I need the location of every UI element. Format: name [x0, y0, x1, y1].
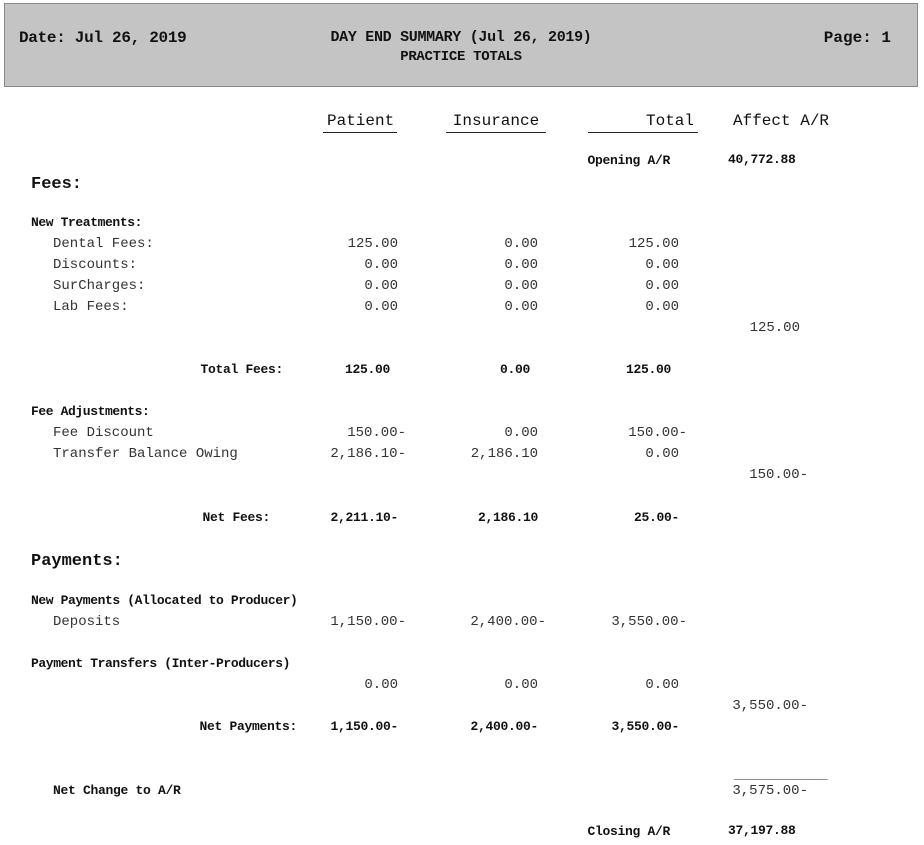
total-fees-label: Total Fees: — [200, 362, 283, 377]
opening-ar-label: Opening A/R — [587, 153, 670, 168]
row-insurance: 2,186.10 — [470, 446, 538, 462]
row-insurance: 0.00 — [504, 236, 538, 252]
fees-heading: Fees: — [31, 175, 83, 194]
new-treatments-affect-ar: 125.00 — [749, 320, 800, 336]
row-patient: 150.00- — [347, 425, 406, 441]
net-payments-insurance: 2,400.00- — [470, 719, 538, 734]
fee-adjustments-heading: Fee Adjustments: — [31, 404, 150, 419]
row-total: 0.00 — [645, 299, 679, 315]
row-insurance: 0.00 — [504, 425, 538, 441]
row-insurance: 0.00 — [504, 257, 538, 273]
row-label: Deposits — [53, 614, 121, 630]
payments-heading: Payments: — [31, 552, 123, 571]
closing-ar-label: Closing A/R — [587, 824, 670, 839]
net-fees-total: 25.00- — [633, 510, 679, 525]
row-label: SurCharges: — [53, 278, 146, 294]
transfers-total: 0.00 — [645, 677, 679, 693]
adjustments-affect-ar: 150.00- — [749, 467, 808, 483]
payments-affect-ar: 3,550.00- — [732, 698, 808, 714]
total-fees-total: 125.00 — [625, 362, 671, 377]
row-patient: 125.00 — [347, 236, 398, 252]
row-insurance: 0.00 — [504, 299, 538, 315]
row-label: Fee Discount — [53, 425, 154, 441]
page-number: Page: 1 — [823, 29, 891, 47]
row-label: Lab Fees: — [53, 299, 129, 315]
row-total: 0.00 — [645, 278, 679, 294]
report-title: DAY END SUMMARY (Jul 26, 2019) — [330, 29, 592, 46]
total-fees-patient: 125.00 — [344, 362, 390, 377]
net-fees-patient: 2,211.10- — [330, 510, 398, 525]
net-payments-total: 3,550.00- — [611, 719, 679, 734]
row-insurance: 2,400.00- — [470, 614, 546, 630]
row-label: Discounts: — [53, 257, 138, 273]
column-header-patient: Patient — [323, 113, 397, 133]
column-header-insurance: Insurance — [446, 113, 546, 133]
transfers-insurance: 0.00 — [504, 677, 538, 693]
opening-ar-value: 40,772.88 — [728, 152, 796, 167]
row-patient: 0.00 — [364, 299, 398, 315]
net-fees-label: Net Fees: — [202, 510, 270, 525]
net-payments-label: Net Payments: — [199, 719, 297, 734]
row-total: 150.00- — [628, 425, 687, 441]
payment-transfers-heading: Payment Transfers (Inter-Producers) — [31, 656, 291, 671]
report-header — [4, 3, 918, 87]
row-patient: 0.00 — [364, 278, 398, 294]
report-date: Date: Jul 26, 2019 — [19, 29, 187, 47]
net-change-value: 3,575.00- — [732, 783, 808, 799]
row-patient: 0.00 — [364, 257, 398, 273]
net-change-rule: ____________ — [734, 767, 828, 782]
net-fees-insurance: 2,186.10 — [477, 510, 538, 525]
report-subtitle: PRACTICE TOTALS — [400, 49, 522, 65]
total-fees-insurance: 0.00 — [499, 362, 530, 377]
row-patient: 2,186.10- — [330, 446, 406, 462]
row-label: Transfer Balance Owing — [53, 446, 238, 462]
column-header-affect-ar: Affect A/R — [733, 112, 830, 130]
transfers-patient: 0.00 — [364, 677, 398, 693]
net-change-label: Net Change to A/R — [53, 783, 181, 798]
column-header-total: Total — [588, 113, 698, 133]
row-total: 125.00 — [628, 236, 679, 252]
row-insurance: 0.00 — [504, 278, 538, 294]
row-patient: 1,150.00- — [330, 614, 406, 630]
row-total: 0.00 — [645, 446, 679, 462]
row-total: 0.00 — [645, 257, 679, 273]
row-total: 3,550.00- — [611, 614, 687, 630]
new-payments-heading: New Payments (Allocated to Producer) — [31, 593, 298, 608]
net-payments-patient: 1,150.00- — [330, 719, 398, 734]
row-label: Dental Fees: — [53, 236, 154, 252]
new-treatments-heading: New Treatments: — [31, 215, 143, 230]
closing-ar-value: 37,197.88 — [728, 823, 796, 838]
